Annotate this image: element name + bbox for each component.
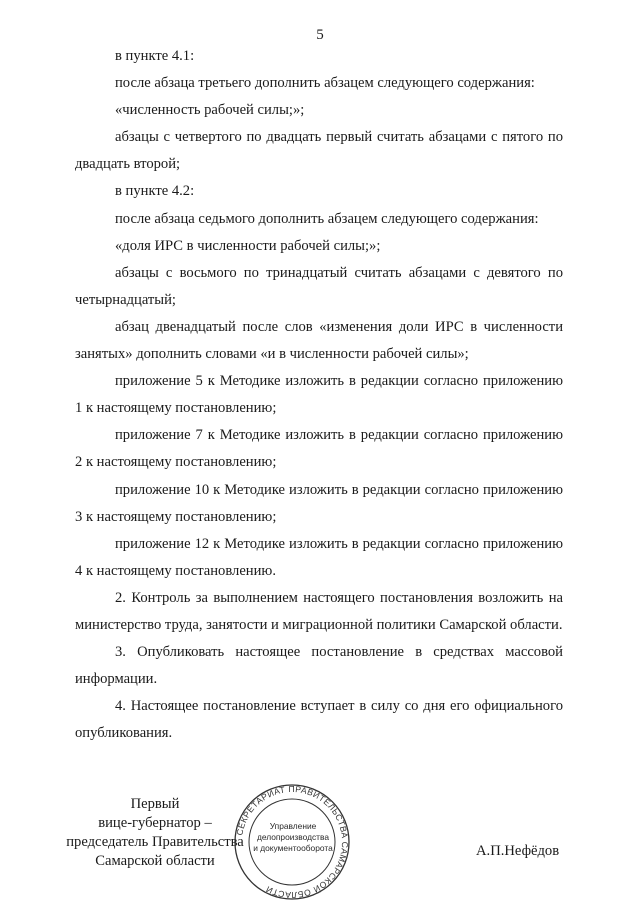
signatory-position [60,795,250,871]
paragraph: в пункте 4.1: [115,48,195,64]
paragraph: 2. Контроль за выполнением настоящего постановления возложить на министерство труда, занятости и миграционной политики Самарской области. [75,589,563,633]
stamp-inner-text [252,821,334,854]
paragraph: 4. Настоящее постановление вступает в силу со дня его официального опубликования. [75,698,563,742]
paragraph: «численность рабочей силы;»; [115,102,305,119]
paragraph: приложение 7 к Методике изложить в редакции согласно приложению 2 к настоящему постановлению; [75,427,563,471]
document-body [75,43,563,747]
signatory-line: Самарской области [95,853,215,869]
paragraph: приложение 10 к Методике изложить в редакции согласно приложению 3 к настоящему постановлению; [75,481,563,525]
stamp-line: и документооборота [253,843,333,853]
signatory-line: Первый [130,796,180,812]
paragraph: абзацы с четвертого по двадцать первый считать абзацами с пятого по двадцать второй; [75,129,563,173]
paragraph: после абзаца третьего дополнить абзацем следующего содержания: [115,75,535,92]
stamp-ring-text: СЕКРЕТАРИАТ ПРАВИТЕЛЬСТВА САМАРСКОЙ ОБЛАСТИ [234,783,351,901]
page-number: 5 [316,27,324,43]
paragraph: после абзаца седьмого дополнить абзацем следующего содержания: [115,210,539,227]
signatory-line: председатель Правительства [66,834,244,850]
official-stamp [228,783,356,901]
signatory-name: А.П.Нефёдов [476,843,560,859]
paragraph: приложение 12 к Методике изложить в редакции согласно приложению 4 к настоящему постановлению. [75,535,563,579]
paragraph: 3. Опубликовать настоящее постановление в средствах массовой информации. [75,644,563,688]
paragraph: абзац двенадцатый после слов «изменения доли ИРС в численности занятых» дополнить словами «и в численности рабочей силы»; [75,318,563,363]
paragraph: в пункте 4.2: [115,183,195,200]
signatory-line: вице-губернатор – [98,815,212,831]
paragraph: «доля ИРС в численности рабочей силы;»; [115,237,381,254]
paragraph: приложение 5 к Методике изложить в редакции согласно приложению 1 к настоящему постановлению; [75,373,563,417]
stamp-line: делопроизводства [256,832,330,842]
paragraph: абзацы с восьмого по тринадцатый считать абзацами с девятого по четырнадцатый; [75,264,563,308]
stamp-line: Управление [269,821,317,831]
